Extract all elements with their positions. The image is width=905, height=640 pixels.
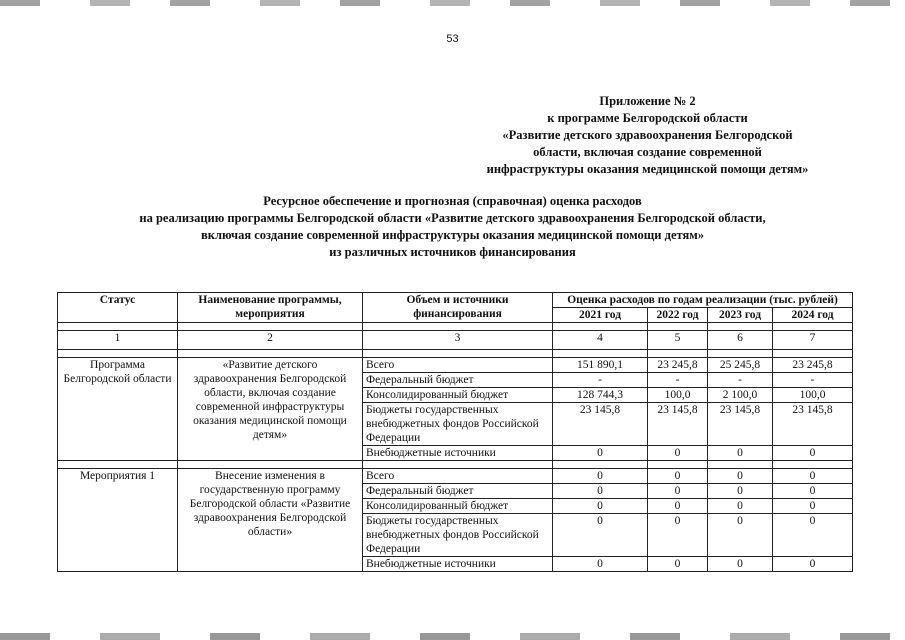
value-cell: 128 744,3 (553, 388, 648, 403)
index-cell: 1 (58, 331, 178, 350)
title-line: включая создание современной инфраструктуры оказания медицинской помощи детям» (201, 228, 704, 242)
header-year: 2022 год (648, 308, 708, 323)
value-cell: 151 890,1 (553, 358, 648, 373)
value-cell: 0 (648, 484, 708, 499)
value-cell: 0 (773, 484, 853, 499)
value-cell: 0 (708, 557, 773, 572)
source-cell: Бюджеты государственных внебюджетных фондов Российской Федерации (363, 403, 553, 446)
value-cell: 0 (648, 514, 708, 557)
header-name: Наименование программы, мероприятия (178, 293, 363, 323)
source-cell: Всего (363, 469, 553, 484)
header-year: 2021 год (553, 308, 648, 323)
spacer-row (58, 350, 853, 358)
title-line: на реализацию программы Белгородской области «Развитие детского здравоохранения Белгородской области, (139, 211, 766, 225)
appendix-line: «Развитие детского здравоохранения Белгородской (502, 128, 793, 142)
value-cell: 0 (648, 446, 708, 461)
value-cell: 0 (553, 484, 648, 499)
budget-table (57, 292, 853, 572)
scan-edge-top (0, 0, 905, 6)
value-cell: 0 (773, 514, 853, 557)
value-cell: 2 100,0 (708, 388, 773, 403)
header-estimate: Оценка расходов по годам реализации (тыс. рублей) (553, 293, 853, 308)
index-cell: 3 (363, 331, 553, 350)
value-cell: 0 (553, 557, 648, 572)
source-cell: Консолидированный бюджет (363, 499, 553, 514)
value-cell: 25 245,8 (708, 358, 773, 373)
source-cell: Федеральный бюджет (363, 484, 553, 499)
scan-edge-bottom (0, 633, 905, 640)
source-cell: Всего (363, 358, 553, 373)
value-cell: 0 (708, 484, 773, 499)
header-year: 2024 год (773, 308, 853, 323)
value-cell: 0 (648, 499, 708, 514)
source-cell: Внебюджетные источники (363, 446, 553, 461)
title-line: из различных источников финансирования (329, 245, 576, 259)
program-name-cell: «Развитие детского здравоохранения Белгородской области, включая создание современной инфраструктуры оказания медицинской помощи детям» (178, 358, 363, 461)
source-cell: Консолидированный бюджет (363, 388, 553, 403)
value-cell: 0 (553, 446, 648, 461)
value-cell: 0 (773, 557, 853, 572)
appendix-line: инфраструктуры оказания медицинской помощи детям» (486, 162, 809, 176)
index-cell: 7 (773, 331, 853, 350)
value-cell: 23 145,8 (773, 403, 853, 446)
value-cell: 0 (553, 499, 648, 514)
index-cell: 6 (708, 331, 773, 350)
table-row (58, 358, 853, 373)
value-cell: - (773, 373, 853, 388)
value-cell: 0 (708, 514, 773, 557)
source-cell: Бюджеты государственных внебюджетных фондов Российской Федерации (363, 514, 553, 557)
value-cell: 0 (773, 446, 853, 461)
status-cell: Мероприятия 1 (58, 469, 178, 572)
table-row (58, 469, 853, 484)
value-cell: 0 (773, 469, 853, 484)
header-year: 2023 год (708, 308, 773, 323)
source-cell: Внебюджетные источники (363, 557, 553, 572)
index-row (58, 331, 853, 350)
appendix-line: к программе Белгородской области (547, 111, 748, 125)
index-cell: 4 (553, 331, 648, 350)
status-cell: Программа Белгородской области (58, 358, 178, 461)
value-cell: 0 (648, 557, 708, 572)
value-cell: 23 145,8 (708, 403, 773, 446)
appendix-line: Приложение № 2 (599, 94, 696, 108)
document-title (40, 193, 865, 261)
value-cell: 23 145,8 (648, 403, 708, 446)
header-source: Объем и источники финансирования (363, 293, 553, 323)
index-cell: 2 (178, 331, 363, 350)
value-cell: 23 245,8 (648, 358, 708, 373)
value-cell: - (553, 373, 648, 388)
appendix-line: области, включая создание современной (533, 145, 762, 159)
value-cell: 0 (708, 499, 773, 514)
title-line: Ресурсное обеспечение и прогнозная (справочная) оценка расходов (263, 194, 642, 208)
value-cell: 0 (553, 469, 648, 484)
source-cell: Федеральный бюджет (363, 373, 553, 388)
value-cell: 0 (773, 499, 853, 514)
value-cell: 0 (553, 514, 648, 557)
value-cell: 100,0 (773, 388, 853, 403)
value-cell: 0 (708, 446, 773, 461)
index-cell: 5 (648, 331, 708, 350)
header-row (58, 293, 853, 308)
value-cell: 100,0 (648, 388, 708, 403)
value-cell: 0 (648, 469, 708, 484)
value-cell: 23 145,8 (553, 403, 648, 446)
value-cell: 23 245,8 (773, 358, 853, 373)
page-number: 53 (446, 33, 459, 45)
program-name-cell: Внесение изменения в государственную программу Белгородской области «Развитие здравоохранения Белгородской области» (178, 469, 363, 572)
value-cell: 0 (708, 469, 773, 484)
appendix-heading (440, 93, 855, 178)
spacer-row (58, 461, 853, 469)
spacer-row (58, 323, 853, 331)
value-cell: - (648, 373, 708, 388)
value-cell: - (708, 373, 773, 388)
header-status: Статус (58, 293, 178, 323)
